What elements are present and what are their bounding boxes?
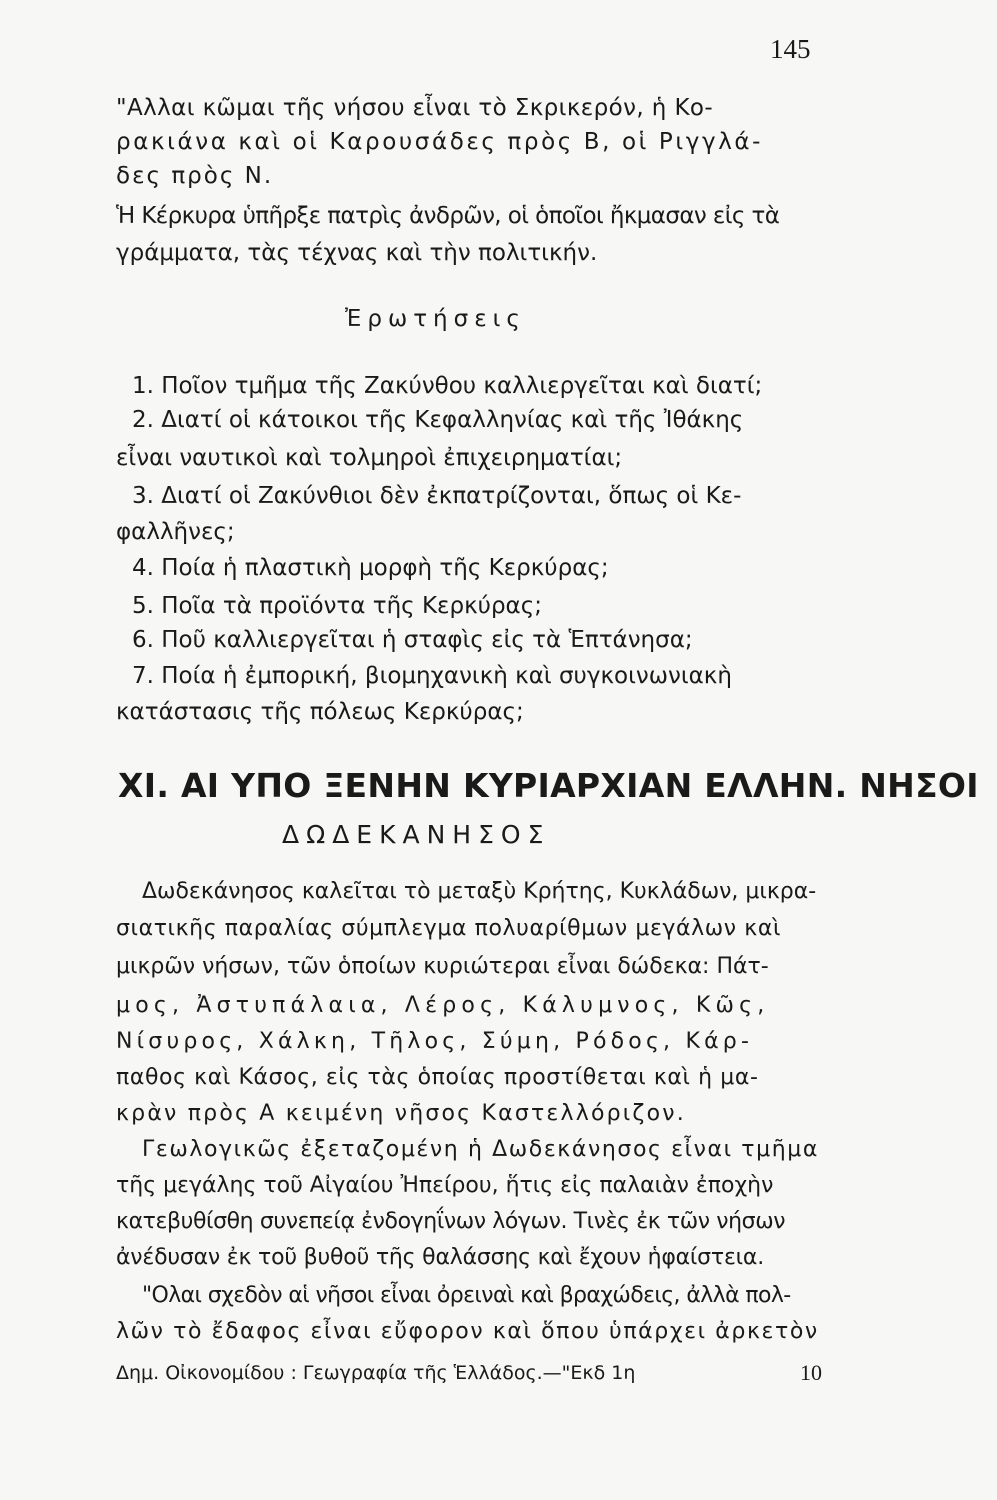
body-line: κατεβυθίσθη συνεπείᾳ ἐνδογηΐνων λόγων. Τινὲς ἐκ τῶν νήσων [116,1209,786,1234]
text-line: Ἡ Κέρκυρα ὑπῆρξε πατρὶς ἀνδρῶν, οἱ ὁποῖοι ἤκμασαν εἰς τὰ [116,203,780,229]
text-line: γράμματα, τὰς τέχνας καὶ τὴν πολιτικήν. [116,240,598,266]
text-line: δες πρὸς Ν. [116,163,274,189]
question-item: 2. Διατί οἱ κάτοικοι τῆς Κεφαλληνίας καὶ τῆς Ἰθάκης [132,407,744,433]
question-item: 7. Ποία ἡ ἐμπορική, βιομηχανικὴ καὶ συγκοινωνιακὴ [132,663,732,689]
question-item: 5. Ποῖα τὰ προϊόντα τῆς Κερκύρας; [132,593,542,619]
body-line: λῶν τὸ ἔδαφος εἶναι εὔφορον καὶ ὅπου ὑπάρχει ἀρκετὸν [116,1319,819,1344]
page-number: 145 [770,34,811,64]
body-line: Δωδεκάνησος καλεῖται τὸ μεταξὺ Κρήτης, Κυκλάδων, μικρα- [142,879,817,904]
question-item-cont: φαλλῆνες; [116,519,235,545]
question-item: 6. Ποῦ καλλιεργεῖται ἡ σταφὶς εἰς τὰ Ἑπτάνησα; [132,627,693,653]
question-item-cont: εἶναι ναυτικοὶ καὶ τολμηροὶ ἐπιχειρηματίαι; [116,445,623,471]
body-line: Νίσυρος, Χάλκη, Τῆλος, Σύμη, Ρόδος, Κάρ- [116,1029,754,1054]
body-line: μος, Ἀστυπάλαια, Λέρος, Κάλυμνος, Κῶς, [116,993,770,1018]
chapter-subheading: ΔΩΔΕΚΑΝΗΣΟΣ [282,820,551,849]
chapter-heading: XI. ΑΙ ΥΠΟ ΞΕΝΗΝ ΚΥΡΙΑΡΧΙΑΝ ΕΛΛΗΝ. ΝΗΣΟΙ [118,766,979,805]
footer-text: Δημ. Οἰκονομίδου : Γεωγραφία τῆς Ἑλλάδος.—"Εκδ 1η [116,1362,636,1384]
question-item: 4. Ποία ἡ πλαστικὴ μορφὴ τῆς Κερκύρας; [132,555,609,581]
text-line: ρακιάνα καὶ οἱ Καρουσάδες πρὸς Β, οἱ Ριγγλά- [116,129,764,155]
body-line: κρὰν πρὸς Α κειμένη νῆσος Καστελλόριζον. [116,1101,686,1126]
body-line: τῆς μεγάλης τοῦ Αἰγαίου Ἠπείρου, ἥτις εἰς παλαιὰν ἐποχὴν [116,1173,774,1198]
body-line: μικρῶν νήσων, τῶν ὁποίων κυριώτεραι εἶναι δώδεκα: Πάτ- [116,954,769,979]
question-item: 3. Διατί οἱ Ζακύνθιοι δὲν ἐκπατρίζονται, ὅπως οἱ Κε- [132,483,742,509]
body-line: παθος καὶ Κάσος, εἰς τὰς ὁποίας προστίθεται καὶ ἡ μα- [116,1065,759,1090]
question-item: 1. Ποῖον τμῆμα τῆς Ζακύνθου καλλιεργεῖται καὶ διατί; [132,373,763,399]
body-line: σιατικῆς παραλίας σύμπλεγμα πολυαρίθμων μεγάλων καὶ [116,916,781,941]
footer-signature: 10 [800,1360,822,1385]
body-line: Γεωλογικῶς ἐξεταζομένη ἡ Δωδεκάνησος εἶναι τμῆμα [142,1137,819,1162]
question-item-cont: κατάστασις τῆς πόλεως Κερκύρας; [116,699,524,725]
questions-title: Ἐρωτήσεις [345,306,526,332]
body-line: ἀνέδυσαν ἐκ τοῦ βυθοῦ τῆς θαλάσσης καὶ ἔχουν ἡφαίστεια. [116,1245,765,1270]
body-line: "Ολαι σχεδὸν αἱ νῆσοι εἶναι ὀρειναὶ καὶ βραχώδεις, ἀλλὰ πολ- [142,1283,791,1308]
text-line: "Αλλαι κῶμαι τῆς νήσου εἶναι τὸ Σκρικερόν, ἡ Κο- [116,95,714,121]
